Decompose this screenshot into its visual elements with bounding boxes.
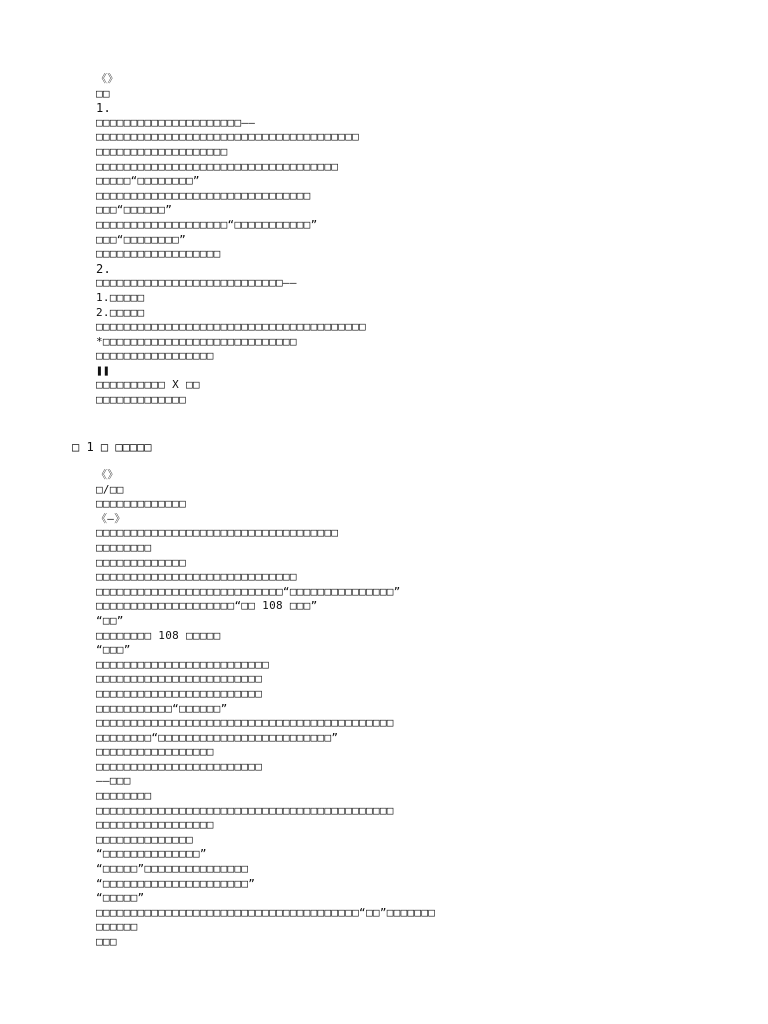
text-line: □□□“□□□□□□” xyxy=(96,203,173,217)
text-line: □□□□□□□□□□□□□□□□□□□□□□□□□□□□□□□□□□□ xyxy=(96,526,339,540)
text-line: □□□□□□□□□□□□□□□□□ xyxy=(96,818,214,832)
text-line: 2.□□□□□ xyxy=(96,305,145,319)
section-1 xyxy=(96,72,366,408)
text-line: □□□□□□□□□□□□□□□□□□□□□□□□□□□□□□□□□□□□□□□□□□□ xyxy=(96,803,394,817)
text-line: □□□□□□□□□□□□□□□□□□□□□□□□□□□□□ xyxy=(96,570,297,584)
text-line: □□□□□“□□□□□□□□” xyxy=(96,174,200,188)
text-line: □□□□□□□□“□□□□□□□□□□□□□□□□□□□□□□□□□” xyxy=(96,730,339,744)
text-line: □□□□□□□□□□□□□□□□□□□□□□□□□□□□□□□□□□□ xyxy=(96,159,339,173)
text-line: □□□□□□□□□□□□□□□□□□□□□□□□ xyxy=(96,759,263,773)
text-line: □□□□□□□□□□□□□□□□□□□ xyxy=(96,144,228,158)
text-line: □□□□□□□□□□□□□□□□□□□□□□□□□□□□□□□ xyxy=(96,188,311,202)
text-line: □□□□□□□□□□□□□□□□□ xyxy=(96,349,214,363)
text-line: □□□□□□□□□□□□□□□□□□□□□□□□□□□□□□□□□□□□□□□ xyxy=(96,320,366,334)
text-line: □□□□□□□□□□□□□□□□□□□□“□□ 108 □□□” xyxy=(96,599,318,613)
text-line: “□□□□□”□□□□□□□□□□□□□□□ xyxy=(96,862,249,876)
text-line: □□□□□□□□ xyxy=(96,540,152,554)
chapter-heading: □ 1 □ □□□□□ xyxy=(72,440,152,454)
text-line: ❚❚ xyxy=(96,363,110,377)
text-line: □□□□□□□□□□□□□□□□□□ xyxy=(96,247,221,261)
section-2 xyxy=(96,468,435,950)
text-line: *□□□□□□□□□□□□□□□□□□□□□□□□□□□□ xyxy=(96,334,297,348)
text-line: “□□□” xyxy=(96,643,131,657)
text-line: □□□□□□□□□□□□□ xyxy=(96,497,186,511)
text-line: □□□□□□□□□□□□□□□□□□□□□□□□□ xyxy=(96,657,270,671)
text-line: “□□□□□□□□□□□□□□” xyxy=(96,847,207,861)
text-line: □□□ xyxy=(96,935,117,948)
text-line: “□□” xyxy=(96,613,124,627)
text-line: □□□□□□□□□□□□□□□□□□□□□□□□□□□—— xyxy=(96,276,297,290)
text-line: “□□□□□” xyxy=(96,891,145,905)
text-line: □□□□□□□□□□□□□□□□□□□□□—— xyxy=(96,115,256,129)
text-line: 1.□□□□□ xyxy=(96,290,145,304)
text-line: 《—》 xyxy=(96,511,126,525)
text-line: □□□□□□□□□□□□□□□□□□□“□□□□□□□□□□□” xyxy=(96,217,318,231)
text-line: □□□□□□□□ xyxy=(96,789,152,803)
text-line: □□□□□□□□□□□□□ xyxy=(96,393,186,407)
text-line: □□□□□□□□□□□□□□□□□□□□□□□□□□□□□□□□□□□□□□□□□□□ xyxy=(96,716,394,730)
text-line: ——□□□ xyxy=(96,774,131,788)
text-line: □□□“□□□□□□□□” xyxy=(96,232,186,246)
text-line: □□□□□□□□□□ X □□ xyxy=(96,378,200,392)
text-line: 《》 xyxy=(96,468,119,481)
text-line: □□□□□□□□ 108 □□□□□ xyxy=(96,628,221,642)
text-line: 《》 xyxy=(96,72,119,85)
text-line: □□□□□□□□□□□□□□ xyxy=(96,832,193,846)
text-line: □□□□□□□□□□□□□□□□□□□□□□□□□□□“□□□□□□□□□□□□□□□” xyxy=(96,584,401,598)
text-line: □□ xyxy=(96,86,110,100)
text-line: □□□□□□□□□□□□□□□□□□□□□□□□ xyxy=(96,686,263,700)
text-line: □□□□□□□□□□□□□□□□□□□□□□□□ xyxy=(96,672,263,686)
text-line: □□□□□□□□□□□□□□□□□ xyxy=(96,745,214,759)
text-line: □/□□ xyxy=(96,482,124,496)
text-line: □□□□□□□□□□□“□□□□□□” xyxy=(96,701,228,715)
text-line: “□□□□□□□□□□□□□□□□□□□□□” xyxy=(96,876,256,890)
text-line: 1. xyxy=(96,101,112,116)
text-line: □□□□□□□□□□□□□□□□□□□□□□□□□□□□□□□□□□□□□□“□□”□□□□□□□ xyxy=(96,905,436,919)
text-line: □□□□□□ xyxy=(96,920,138,934)
text-line: □□□□□□□□□□□□□ xyxy=(96,555,186,569)
text-line: 2. xyxy=(96,261,112,276)
text-line: □□□□□□□□□□□□□□□□□□□□□□□□□□□□□□□□□□□□□□ xyxy=(96,130,360,144)
